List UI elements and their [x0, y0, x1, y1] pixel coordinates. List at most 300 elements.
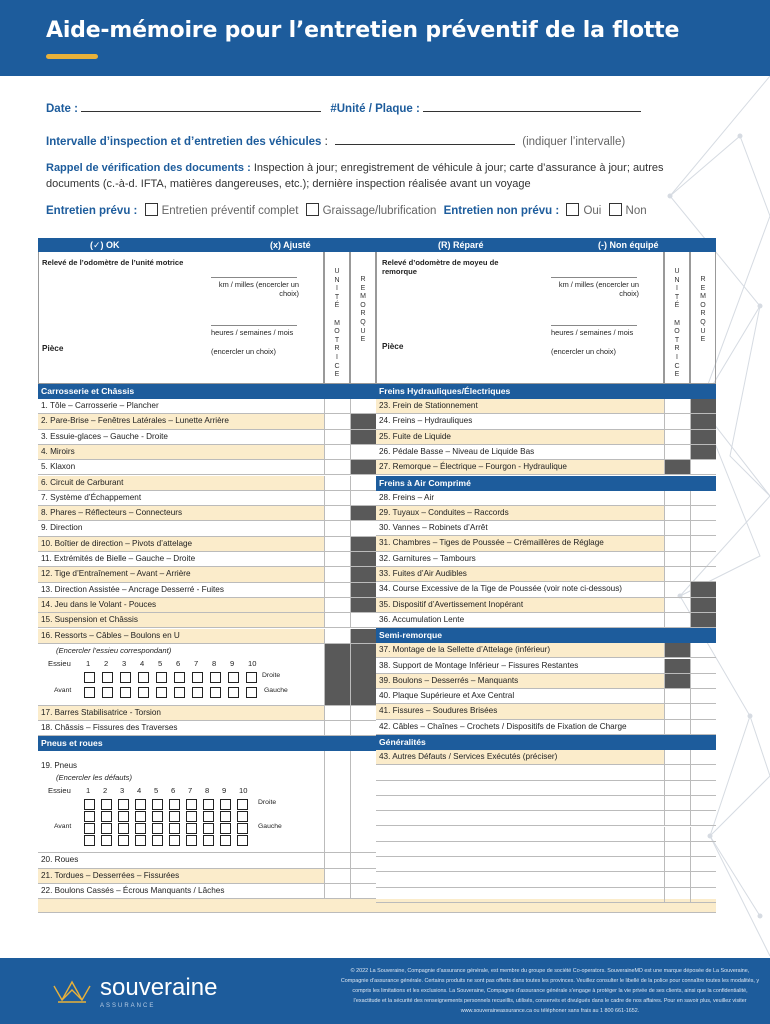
date-unit-row: [46, 100, 641, 115]
trailer-check-cell[interactable]: [690, 796, 716, 811]
left-piece-label: Pièce: [42, 344, 64, 353]
unit-check-cell[interactable]: [324, 506, 350, 521]
section-header: Freins à Air Comprimé: [376, 476, 716, 491]
tyre-box[interactable]: [118, 799, 129, 810]
table-row: 3. Essuie-glaces – Gauche - Droite: [38, 430, 324, 445]
table-row: 1. Tôle – Carrosserie – Plancher: [38, 399, 324, 414]
unit-check-cell[interactable]: [664, 888, 690, 903]
documents-reminder: [46, 160, 686, 192]
unit-check-cell[interactable]: [664, 842, 690, 857]
trailer-check-cell[interactable]: [690, 567, 716, 582]
unit-check-cell[interactable]: [664, 460, 690, 475]
unit-check-cell[interactable]: [324, 629, 350, 644]
table-row: 28. Freins – Air: [376, 491, 664, 506]
tyre-axle-number: 2: [103, 786, 108, 796]
tyre-gauche-label: Gauche: [258, 823, 282, 831]
unit-label: #Unité / Plaque :: [330, 103, 420, 115]
right-trailer-vertical-label: R E M O R Q U E: [700, 276, 706, 344]
date-label: Date :: [46, 103, 78, 115]
axle-number: 7: [194, 658, 199, 668]
table-row: 38. Support de Montage Inférieur – Fissures Restantes: [376, 659, 664, 674]
unit-check-cell[interactable]: [664, 582, 690, 597]
trailer-check-cell[interactable]: [350, 506, 376, 521]
tyre-box[interactable]: [203, 799, 214, 810]
axle-droite-label: Droite: [262, 671, 281, 679]
unit-check-cell[interactable]: [664, 552, 690, 567]
unit-check-cell[interactable]: [324, 521, 350, 536]
right-hours-field[interactable]: [551, 312, 637, 326]
axle-box[interactable]: [156, 687, 167, 698]
unit-check-cell[interactable]: [664, 811, 690, 826]
trailer-check-cell[interactable]: [690, 399, 716, 414]
trailer-check-cell[interactable]: [690, 521, 716, 536]
brand-subtitle: ASSURANCE: [100, 1003, 156, 1009]
unit-check-cell[interactable]: [664, 536, 690, 551]
lubrication-checkbox[interactable]: [306, 203, 319, 216]
oui-checkbox[interactable]: [566, 203, 579, 216]
unit-check-cell[interactable]: [324, 583, 350, 598]
axle-box[interactable]: [192, 672, 203, 683]
left-hours-label: heures / semaines / mois: [211, 328, 294, 337]
unit-check-cell[interactable]: [664, 491, 690, 506]
table-row: 16. Ressorts – Câbles – Boulons en U: [38, 629, 324, 644]
unit-plate-field[interactable]: [423, 100, 641, 112]
axle-box[interactable]: [228, 672, 239, 683]
crown-logo-icon: [52, 978, 92, 1004]
table-row-blank[interactable]: [376, 857, 664, 872]
table-row-blank[interactable]: [376, 872, 664, 887]
interval-field[interactable]: [335, 133, 515, 145]
tyre-box[interactable]: [169, 823, 180, 834]
tyre-box[interactable]: [101, 823, 112, 834]
trailer-check-cell[interactable]: [350, 445, 376, 460]
unit-check-cell[interactable]: [324, 476, 350, 491]
axle-avant-label: Avant: [54, 686, 72, 694]
axle-number: 3: [122, 658, 127, 668]
tyre-box[interactable]: [118, 811, 129, 822]
tyre-hint: (Encercler les défauts): [56, 773, 132, 783]
tyre-box[interactable]: [186, 823, 197, 834]
tyre-axle-number: 8: [205, 786, 210, 796]
trailer-check-cell[interactable]: [690, 460, 716, 475]
table-row-blank[interactable]: [376, 827, 664, 842]
unit-check-cell[interactable]: [664, 827, 690, 842]
axle-number: 9: [230, 658, 235, 668]
unit-check-cell[interactable]: [664, 567, 690, 582]
axle-box[interactable]: [120, 687, 131, 698]
unit-check-cell[interactable]: [324, 414, 350, 429]
tyre-droite-label: Droite: [258, 799, 277, 807]
unit-check-cell[interactable]: [664, 521, 690, 536]
trailer-check-cell[interactable]: [690, 430, 716, 445]
trailer-check-cell[interactable]: [350, 853, 376, 868]
legend-bar: [38, 238, 716, 252]
tyre-box[interactable]: [220, 835, 231, 846]
axle-number: 1: [86, 658, 91, 668]
unit-check-cell[interactable]: [324, 884, 350, 899]
tyre-box[interactable]: [186, 835, 197, 846]
tyre-axle-number: 3: [120, 786, 125, 796]
tyre-box[interactable]: [220, 799, 231, 810]
table-row: 30. Vannes – Robinets d’Arrêt: [376, 521, 664, 536]
tyre-box[interactable]: [135, 799, 146, 810]
unit-check-cell[interactable]: [664, 399, 690, 414]
table-row: 42. Câbles – Chaînes – Crochets / Dispositifs de Fixation de Charge: [376, 720, 664, 735]
trailer-check-cell[interactable]: [690, 414, 716, 429]
table-row: 18. Châssis – Fissures des Traverses: [38, 721, 324, 736]
table-row: 33. Fuites d’Air Audibles: [376, 567, 664, 582]
unit-check-cell[interactable]: [324, 751, 350, 853]
unit-check-cell[interactable]: [324, 537, 350, 552]
trailer-check-cell[interactable]: [690, 674, 716, 689]
tyre-box[interactable]: [237, 823, 248, 834]
table-row: 6. Circuit de Carburant: [38, 476, 324, 491]
trailer-check-cell[interactable]: [690, 720, 716, 735]
unit-check-cell[interactable]: [324, 721, 350, 736]
tyre-box[interactable]: [101, 835, 112, 846]
right-unit-vertical-label: U N I T É M O T R I C E: [674, 268, 680, 379]
table-row: 36. Accumulation Lente: [376, 613, 664, 628]
table-row: 29. Tuyaux – Conduites – Raccords: [376, 506, 664, 521]
axle-box[interactable]: [210, 687, 221, 698]
tyre-box[interactable]: [101, 799, 112, 810]
brand-name: souveraine: [100, 974, 218, 1001]
trailer-check-cell[interactable]: [690, 491, 716, 506]
table-row-blank[interactable]: [376, 811, 664, 826]
table-row: 14. Jeu dans le Volant - Pouces: [38, 598, 324, 613]
tyre-box[interactable]: [169, 799, 180, 810]
interval-row: [46, 133, 625, 148]
axle-box[interactable]: [156, 672, 167, 683]
tyre-box[interactable]: [84, 811, 95, 822]
table-row: 34. Course Excessive de la Tige de Poussée (voir note ci-dessous): [376, 582, 664, 597]
table-row: 12. Tige d’Entraînement – Avant – Arrière: [38, 567, 324, 582]
axle-box[interactable]: [246, 687, 257, 698]
axle-box[interactable]: [192, 687, 203, 698]
unit-check-cell[interactable]: [324, 399, 350, 414]
axle-box[interactable]: [246, 672, 257, 683]
unit-check-cell[interactable]: [324, 445, 350, 460]
tyre-box[interactable]: [220, 823, 231, 834]
tyre-box[interactable]: [101, 811, 112, 822]
tyre-box[interactable]: [152, 835, 163, 846]
tyre-box[interactable]: [84, 799, 95, 810]
table-row: 31. Chambres – Tiges de Poussée – Crémaillères de Réglage: [376, 536, 664, 551]
tyre-box[interactable]: [169, 835, 180, 846]
trailer-check-cell[interactable]: [350, 430, 376, 445]
trailer-check-cell[interactable]: [690, 781, 716, 796]
page-footer: [0, 958, 770, 1024]
trailer-check-cell[interactable]: [350, 629, 376, 644]
unit-check-cell[interactable]: [664, 414, 690, 429]
table-row: 27. Remorque – Électrique – Fourgon - Hydraulique: [376, 460, 664, 475]
trailer-check-cell[interactable]: [350, 521, 376, 536]
right-column-header: [376, 252, 664, 384]
trailer-check-cell[interactable]: [690, 659, 716, 674]
table-row: 25. Fuite de Liquide: [376, 430, 664, 445]
section-header: Freins Hydrauliques/Électriques: [376, 384, 716, 399]
trailer-check-cell[interactable]: [690, 689, 716, 704]
unit-check-cell[interactable]: [664, 659, 690, 674]
page-header: [0, 0, 770, 76]
trailer-check-cell[interactable]: [690, 842, 716, 857]
legend-adjusted: (x) Ajusté: [270, 240, 311, 250]
unit-check-cell[interactable]: [664, 430, 690, 445]
maintenance-type-row: [46, 203, 647, 217]
left-column-header: [38, 252, 324, 384]
trailer-check-cell[interactable]: [690, 445, 716, 460]
table-row: 43. Autres Défauts / Services Exécutés (préciser): [376, 750, 664, 765]
trailer-check-cell[interactable]: [350, 706, 376, 721]
legend-repaired: (R) Réparé: [438, 240, 484, 250]
unit-check-cell[interactable]: [664, 643, 690, 658]
right-km-label: km / milles (encercler un choix): [558, 280, 639, 298]
tyre-box[interactable]: [152, 823, 163, 834]
axle-box[interactable]: [84, 687, 95, 698]
unit-check-cell[interactable]: [664, 598, 690, 613]
tyre-axle-number: 6: [171, 786, 176, 796]
unit-vertical-label: U N I T É M O T R I C E: [334, 268, 340, 379]
axle-box[interactable]: [84, 672, 95, 683]
table-row: 17. Barres Stabilisatrice - Torsion: [38, 706, 324, 721]
unit-check-cell[interactable]: [324, 869, 350, 884]
axle-box[interactable]: [138, 672, 149, 683]
axle-number: 10: [248, 658, 257, 668]
table-row: 41. Fissures – Soudures Brisées: [376, 704, 664, 719]
documents-text: Inspection à jour; enregistrement de véhicule à jour; carte d’assurance à jour; autres documents (c.-à-d. IFTA, matières dangereuses, etc.); dernière inspection réalisée avant un voyage: [46, 162, 664, 190]
unit-check-cell[interactable]: [664, 613, 690, 628]
legal-notice: © 2022 La Souveraine, Compagnie d’assurance générale, est membre du groupe de société Co-operators. SouveraineMD est une marque déposée de La Souveraine, Compagnie d’assurance générale. Certains produits ne sont pas offerts dans toutes les provinces. Veuillez consulter le libellé de la police pour connaître toutes les modalités, y compris les limitations et les exclusions. La Souveraine, Compagnie d’assurance générale s’engage à protéger la vie privée de ses clients, ainsi que la confidentialité, l’exactitude et la sécurité des renseignements personnels recueillis, utilisés, conservés et divulgués dans le cadre de nos affaires. Pour en savoir plus, veuillez visiter www.souveraineassurance.ca ou téléphoner sans frais au 1 800 661-1652.: [340, 968, 760, 1014]
table-row: 23. Frein de Stationnement: [376, 399, 664, 414]
unit-check-cell[interactable]: [324, 706, 350, 721]
unit-check-cell[interactable]: [664, 750, 690, 765]
axle-hint: (Encercler l’essieu correspondant): [56, 645, 172, 655]
non-checkbox[interactable]: [609, 203, 622, 216]
tyre-avant-label: Avant: [54, 823, 72, 831]
full-preventive-checkbox[interactable]: [145, 203, 158, 216]
interval-label: Intervalle d’inspection et d’entretien des véhicules: [46, 136, 322, 148]
trailer-check-cell[interactable]: [350, 460, 376, 475]
tyre-axle-label: Essieu: [48, 786, 71, 796]
tyre-box[interactable]: [203, 811, 214, 822]
tyre-box[interactable]: [237, 811, 248, 822]
trailer-check-cell[interactable]: [690, 552, 716, 567]
axle-gauche-label: Gauche: [264, 686, 288, 694]
unit-check-cell[interactable]: [664, 781, 690, 796]
tyre-box[interactable]: [135, 811, 146, 822]
date-field[interactable]: [81, 100, 321, 112]
axle-box[interactable]: [102, 687, 113, 698]
unit-check-cell[interactable]: [324, 613, 350, 628]
unit-check-cell[interactable]: [324, 430, 350, 445]
tyre-diagram: [38, 751, 324, 853]
axle-number: 6: [176, 658, 181, 668]
axle-number: 2: [104, 658, 109, 668]
axle-box[interactable]: [120, 672, 131, 683]
trailer-check-cell[interactable]: [350, 721, 376, 736]
trailer-check-cell[interactable]: [350, 598, 376, 613]
unit-check-cell[interactable]: [324, 853, 350, 868]
title-accent-bar: [46, 54, 98, 59]
planned-maintenance-label: Entretien prévu :: [46, 205, 138, 217]
trailer-check-cell[interactable]: [350, 537, 376, 552]
documents-label: Rappel de vérification des documents :: [46, 162, 251, 174]
left-hours-circle-note: (encercler un choix): [211, 347, 276, 356]
table-row: 11. Extrémités de Bielle – Gauche – Droite: [38, 552, 324, 567]
interval-hint: (indiquer l’intervalle): [522, 136, 626, 148]
trailer-check-cell[interactable]: [690, 811, 716, 826]
tyre-axle-number: 1: [86, 786, 91, 796]
unit-check-cell[interactable]: [324, 567, 350, 582]
tyre-box[interactable]: [169, 811, 180, 822]
interval-colon: :: [324, 136, 328, 148]
trailer-check-cell[interactable]: [350, 869, 376, 884]
tyre-axle-number: 7: [188, 786, 193, 796]
tyre-box[interactable]: [152, 799, 163, 810]
section-header: Généralités: [376, 735, 716, 750]
table-row: 32. Garnitures – Tambours: [376, 552, 664, 567]
table-row: 20. Roues: [38, 853, 324, 868]
table-row-blank[interactable]: [376, 842, 664, 857]
unit-check-cell[interactable]: [324, 552, 350, 567]
trailer-check-cell[interactable]: [350, 414, 376, 429]
tyre-box[interactable]: [203, 835, 214, 846]
lubrication-label: Graissage/lubrification: [322, 205, 437, 217]
trailer-check-cell[interactable]: [690, 750, 716, 765]
table-row: 21. Tordues – Desserrées – Fissurées: [38, 869, 324, 884]
unit-check-cell[interactable]: [324, 598, 350, 613]
unit-check-cell[interactable]: [664, 796, 690, 811]
table-row-blank[interactable]: [376, 781, 664, 796]
trailer-check-cell[interactable]: [350, 567, 376, 582]
axle-number: 5: [158, 658, 163, 668]
trailer-check-cell[interactable]: [350, 399, 376, 414]
table-row-blank[interactable]: [376, 765, 664, 780]
table-row: 24. Freins – Hydrauliques: [376, 414, 664, 429]
right-km-field[interactable]: [551, 264, 637, 278]
trailer-check-cell[interactable]: [350, 613, 376, 628]
unit-check-cell[interactable]: [664, 704, 690, 719]
table-row: 13. Direction Assistée – Ancrage Desserré - Fuites: [38, 583, 324, 598]
unit-check-cell[interactable]: [664, 674, 690, 689]
tyre-box[interactable]: [237, 799, 248, 810]
axle-box[interactable]: [102, 672, 113, 683]
tyre-item: 19. Pneus: [41, 761, 78, 771]
table-row: 7. Système d’Échappement: [38, 491, 324, 506]
tyre-box[interactable]: [135, 823, 146, 834]
axle-label: Essieu: [48, 658, 71, 668]
left-odometer-label: Relevé de l’odomètre de l’unité motrice: [42, 258, 184, 267]
tyre-box[interactable]: [118, 835, 129, 846]
trailer-check-cell[interactable]: [690, 598, 716, 613]
table-row: 39. Boulons – Desserrés – Manquants: [376, 674, 664, 689]
trailer-check-cell[interactable]: [690, 704, 716, 719]
unit-check-cell[interactable]: [324, 491, 350, 506]
trailer-check-cell[interactable]: [690, 613, 716, 628]
unit-check-cell[interactable]: [664, 872, 690, 887]
tyre-box[interactable]: [220, 811, 231, 822]
trailer-check-cell[interactable]: [690, 506, 716, 521]
tyre-box[interactable]: [84, 823, 95, 834]
axle-number: 4: [140, 658, 145, 668]
trailer-check-cell[interactable]: [690, 872, 716, 887]
right-unit-column-header: [664, 252, 690, 384]
trailer-check-cell[interactable]: [350, 476, 376, 491]
trailer-check-cell[interactable]: [350, 644, 376, 706]
trailer-check-cell[interactable]: [690, 536, 716, 551]
tyre-box[interactable]: [135, 835, 146, 846]
tyre-box[interactable]: [186, 799, 197, 810]
table-row: 37. Montage de la Sellette d’Attelage (inférieur): [376, 643, 664, 658]
axle-box[interactable]: [210, 672, 221, 683]
unplanned-maintenance-label: Entretien non prévu :: [443, 205, 560, 217]
table-row: 10. Boîtier de direction – Pivots d’attelage: [38, 537, 324, 552]
unit-check-cell[interactable]: [664, 689, 690, 704]
left-km-field[interactable]: [211, 264, 297, 278]
trailer-check-cell[interactable]: [690, 582, 716, 597]
unit-check-cell[interactable]: [664, 857, 690, 872]
section-header: Carrosserie et Châssis: [38, 384, 376, 399]
trailer-check-cell[interactable]: [350, 751, 376, 853]
axle-box[interactable]: [174, 687, 185, 698]
unit-check-cell[interactable]: [324, 644, 350, 706]
unit-check-cell[interactable]: [664, 506, 690, 521]
table-row: 22. Boulons Cassés – Écrous Manquants / Lâches: [38, 884, 324, 899]
trailer-check-cell[interactable]: [690, 827, 716, 842]
unit-check-cell[interactable]: [664, 720, 690, 735]
full-preventive-label: Entretien préventif complet: [161, 205, 299, 217]
tyre-box[interactable]: [186, 811, 197, 822]
table-row-blank[interactable]: [376, 796, 664, 811]
table-row: 5. Klaxon: [38, 460, 324, 475]
right-trailer-column-header: [690, 252, 716, 384]
trailer-check-cell[interactable]: [690, 888, 716, 903]
table-row: 9. Direction: [38, 521, 324, 536]
table-row: 35. Dispositif d’Avertissement Inopérant: [376, 598, 664, 613]
trailer-check-cell[interactable]: [690, 643, 716, 658]
tyre-box[interactable]: [84, 835, 95, 846]
trailer-check-cell[interactable]: [350, 583, 376, 598]
left-hours-field[interactable]: [211, 312, 297, 326]
right-hours-circle-note: (encercler un choix): [551, 347, 616, 356]
table-row: 2. Pare-Brise – Fenêtres Latérales – Lunette Arrière: [38, 414, 324, 429]
legend-not-equipped: (-) Non équipé: [598, 240, 659, 250]
right-piece-label: Pièce: [382, 342, 404, 351]
axle-box[interactable]: [138, 687, 149, 698]
tyre-box[interactable]: [152, 811, 163, 822]
trailer-check-cell[interactable]: [350, 552, 376, 567]
tyre-axle-number: 5: [154, 786, 159, 796]
trailer-check-cell[interactable]: [350, 491, 376, 506]
axle-box[interactable]: [174, 672, 185, 683]
axle-box[interactable]: [228, 687, 239, 698]
trailer-check-cell[interactable]: [350, 884, 376, 899]
unit-check-cell[interactable]: [664, 765, 690, 780]
trailer-check-cell[interactable]: [690, 765, 716, 780]
tyre-box[interactable]: [118, 823, 129, 834]
unit-check-cell[interactable]: [664, 445, 690, 460]
tyre-box[interactable]: [203, 823, 214, 834]
right-odometer-label: Relevé d’odomètre de moyeu de remorque: [382, 258, 499, 276]
table-row-blank[interactable]: [376, 888, 664, 903]
non-label: Non: [625, 205, 647, 217]
tyre-axle-number: 9: [222, 786, 227, 796]
unit-check-cell[interactable]: [324, 460, 350, 475]
legend-ok: (✓) OK: [90, 240, 120, 250]
oui-label: Oui: [583, 205, 602, 217]
tyre-box[interactable]: [237, 835, 248, 846]
trailer-check-cell[interactable]: [690, 857, 716, 872]
